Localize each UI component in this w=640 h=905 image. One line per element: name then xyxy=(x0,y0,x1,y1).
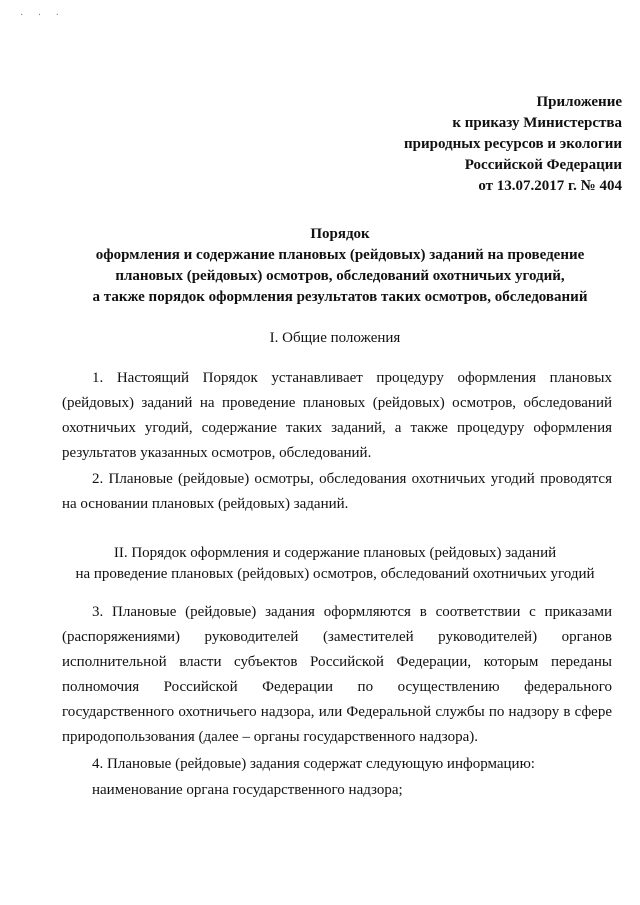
appendix-line-2: к приказу Министерства xyxy=(452,115,622,131)
appendix-line-1: Приложение xyxy=(536,94,622,110)
paragraph-3: 3. Плановые (рейдовые) задания оформляются в соответствии с приказами (распоряжениями) руководителей (заместителей руководителей) органов исполнительной власти субъектов Российской Федерации, которым переданы полномочия Российской Федерации по осуществлению федерального государственного охотничьего надзора, или Федеральной службы по надзору в сфере природопользования (далее – органы государственного надзора). xyxy=(62,604,612,745)
title-line-4: а также порядок оформления результатов таких осмотров, обследований xyxy=(92,289,588,305)
paragraph-4: 4. Плановые (рейдовые) задания содержат следующую информацию: xyxy=(92,756,535,772)
section-2-heading xyxy=(40,543,630,585)
scan-artifact: · · · xyxy=(20,10,65,21)
appendix-line-4: Российской Федерации xyxy=(464,157,622,173)
title-line-3: плановых (рейдовых) осмотров, обследований охотничьих угодий, xyxy=(115,268,565,284)
appendix-block xyxy=(404,92,622,197)
paragraph-1: 1. Настоящий Порядок устанавливает процедуру оформления плановых (рейдовых) заданий на проведение плановых (рейдовых) осмотров, обследований охотничьих угодий, содержание таких заданий, а также процедуру оформления результатов указанных осмотров, обследований. xyxy=(62,370,612,461)
title-line-2: оформления и содержание плановых (рейдовых) заданий на проведение xyxy=(95,247,585,263)
paragraph-2: 2. Плановые (рейдовые) осмотры, обследования охотничьих угодий проводятся на основании плановых (рейдовых) заданий. xyxy=(62,471,612,512)
title-line-1: Порядок xyxy=(310,226,370,242)
section-2-heading-line-2: на проведение плановых (рейдовых) осмотров, обследований охотничьих угодий xyxy=(75,566,595,582)
appendix-line-3: природных ресурсов и экологии xyxy=(404,136,622,152)
section-2-heading-line-1: II. Порядок оформления и содержание плановых (рейдовых) заданий xyxy=(113,545,557,561)
paragraph-5: наименование органа государственного надзора; xyxy=(92,782,403,798)
section-1-heading: I. Общие положения xyxy=(269,330,401,346)
appendix-line-5: от 13.07.2017 г. № 404 xyxy=(478,178,622,194)
document-title xyxy=(60,224,620,308)
